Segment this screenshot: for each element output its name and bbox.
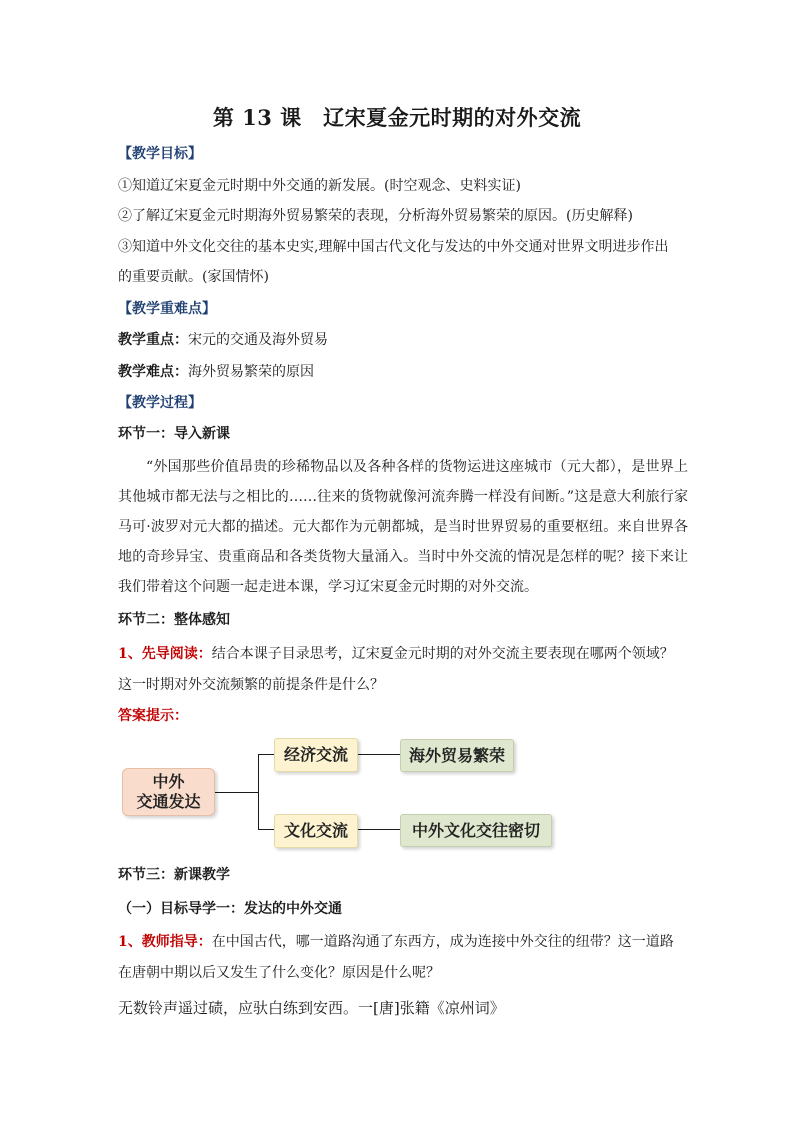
goal-item-2: ②了解辽宋夏金元时期海外贸易繁荣的表现，分析海外贸易繁荣的原因。(历史解释): [118, 208, 633, 224]
reading-label: 1、先导阅读：: [118, 646, 212, 662]
key-point-text: 宋元的交通及海外贸易: [188, 332, 328, 348]
diagram-root-box: [122, 768, 215, 816]
diagram-root-line-1: 中外: [152, 772, 185, 791]
connector-culture: [258, 829, 274, 830]
diagram-economy-box: 经济交流: [274, 738, 358, 772]
goal-item-3-cont: 的重要贡献。(家国情怀): [118, 269, 269, 285]
page-title: 第 13 课 辽宋夏金元时期的对外交流: [212, 105, 582, 130]
teacher-text-2: 在唐朝中期以后又发生了什么变化？原因是什么呢？: [118, 965, 440, 981]
diagram-root-line-2: 交通发达: [136, 792, 201, 811]
goal-item-3: ③知道中外文化交往的基本史实,理解中国古代文化与发达的中外交通对世界文明进步作出: [118, 239, 669, 255]
answer-label: 答案提示：: [118, 708, 188, 724]
connector-culture-leaf: [356, 829, 400, 830]
step-3-heading: 环节三：新课教学: [118, 867, 230, 883]
key-point-row: [118, 330, 688, 350]
connector-vertical: [258, 754, 259, 830]
connector-economy-leaf: [356, 754, 400, 755]
reading-text-2: 这一时期对外交流频繁的前提条件是什么？: [118, 677, 384, 693]
difficult-point-row: [118, 362, 688, 382]
difficult-point-text: 海外贸易繁荣的原因: [188, 364, 314, 380]
diagram-culture-leaf-box: 中外文化交往密切: [400, 814, 552, 847]
connector-root: [213, 792, 259, 793]
connector-economy: [258, 754, 274, 755]
reading-text-1: 结合本课子目录思考，辽宋夏金元时期的对外交流主要表现在哪两个领域？: [211, 646, 674, 662]
intro-paragraph: “外国那些价值昂贵的珍稀物品以及各种各样的货物运进这座城市（元大都），是世界上其他城市都无法与之相比的……往来的货物就像河流奔腾一样没有间断。”这是意大利旅行家马可·波罗对元大都的描述。元大都作为元朝都城，是当时世界贸易的重要枢纽。来自世界各地的奇珍异宝、贵重商品和各类货物大量涌入。当时中外交流的情况是怎样的呢？接下来让我们带着这个问题一起走进本课，学习辽宋夏金元时期的对外交流。: [118, 459, 688, 595]
reading-row-1: [118, 644, 688, 664]
teacher-text-1: 在中国古代，哪一道路沟通了东西方，成为连接中外交往的纽带？这一道路: [211, 934, 674, 950]
poem-quote: 无数铃声遥过碛，应驮白练到安西。一[唐]张籍《凉州词》: [118, 999, 505, 1017]
difficult-point-label: 教学难点：: [118, 364, 188, 380]
process-heading: 【教学过程】: [118, 395, 202, 411]
teacher-row-1: [118, 932, 688, 952]
key-points-heading: 【教学重难点】: [118, 301, 216, 317]
teacher-label: 1、教师指导：: [118, 934, 212, 950]
goal-1-heading: （一）目标导学一：发达的中外交通: [118, 901, 342, 917]
goal-item-1: ①知道辽宋夏金元时期中外交通的新发展。(时空观念、史料实证): [118, 178, 521, 194]
step-2-heading: 环节二：整体感知: [118, 612, 230, 628]
key-point-label: 教学重点：: [118, 332, 188, 348]
diagram-culture-box: 文化交流: [274, 814, 358, 848]
diagram-economy-leaf-box: 海外贸易繁荣: [400, 739, 514, 772]
goals-heading: 【教学目标】: [118, 146, 202, 162]
step-1-heading: 环节一：导入新课: [118, 426, 230, 442]
